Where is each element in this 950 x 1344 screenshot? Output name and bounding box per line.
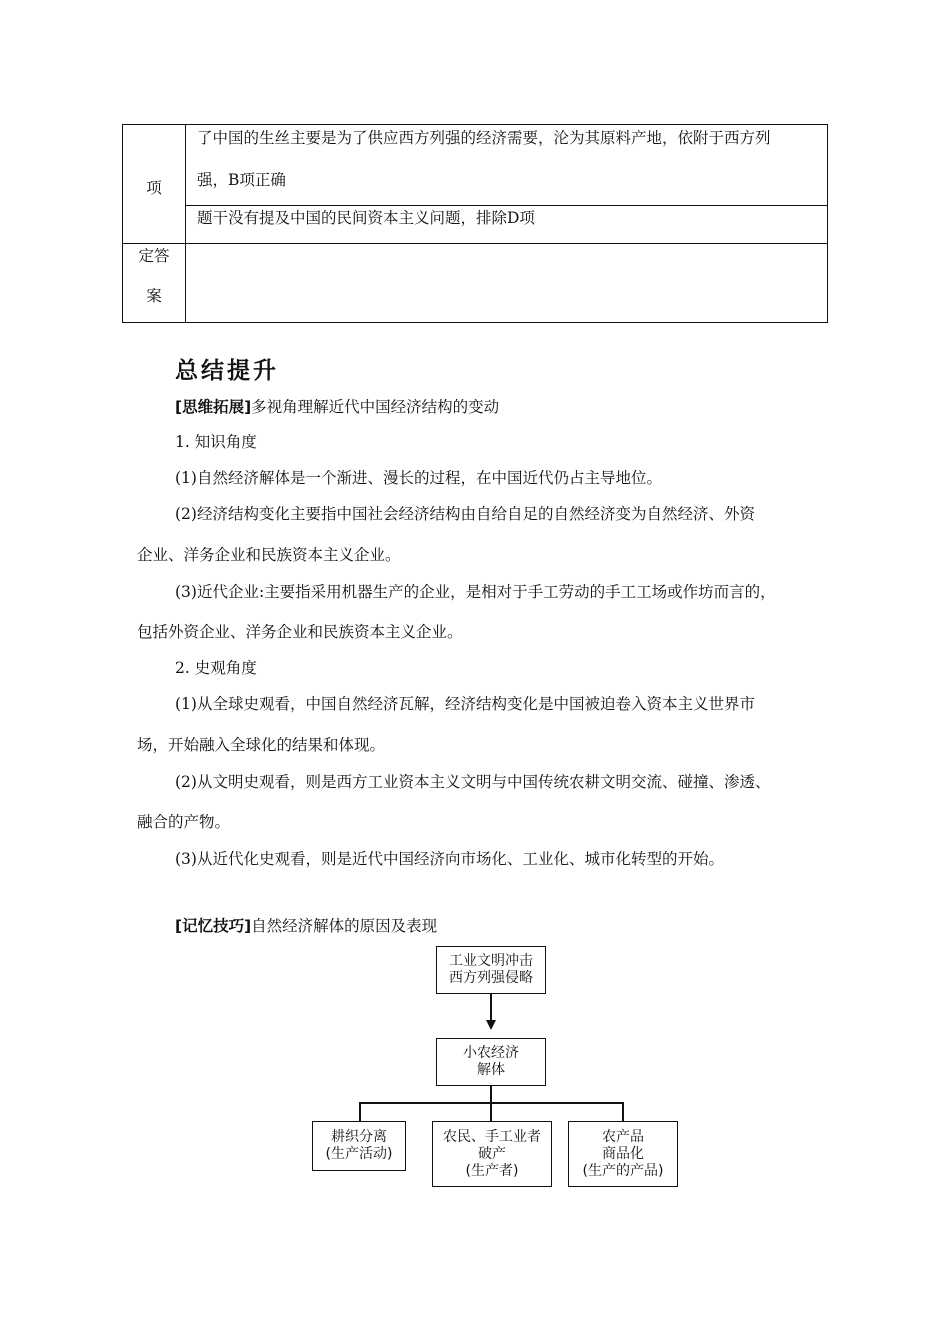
diagram-text: 农产品 <box>602 1128 644 1145</box>
diagram-text: (生产的产品) <box>582 1162 664 1179</box>
paragraph-line: (1)自然经济解体是一个渐进、漫长的过程，在中国近代仍占主导地位。 <box>175 469 662 487</box>
table-cell-line: 强，B项正确 <box>197 171 286 189</box>
paragraph-line: 场，开始融入全球化的结果和体现。 <box>137 736 386 754</box>
thinking-title: 多视角理解近代中国经济结构的变动 <box>251 398 500 416</box>
diagram-text: 耕织分离 <box>331 1129 387 1145</box>
paragraph-line: (1)从全球史观看，中国自然经济瓦解，经济结构变化是中国被迫卷入资本主义世界市 <box>175 695 755 713</box>
paragraph-line: 企业、洋务企业和民族资本主义企业。 <box>137 546 401 564</box>
paragraph-line: 融合的产物。 <box>137 813 231 831</box>
diagram-connector <box>490 1086 492 1103</box>
diagram-box-result <box>436 1038 546 1086</box>
diagram-connector <box>490 1102 492 1122</box>
table-cell-text: 题干没有提及中国的民间资本主义问题，排除D项 <box>197 209 535 227</box>
subsection-heading: 1. 知识角度 <box>175 433 257 451</box>
diagram-box-producers <box>432 1121 552 1187</box>
paragraph-line: (3)近代企业:主要指采用机器生产的企业，是相对于手工劳动的手工工场或作坊而言的， <box>175 583 776 601</box>
diagram-connector <box>622 1102 624 1122</box>
paragraph-line: (3)从近代化史观看，则是近代中国经济向市场化、工业化、城市化转型的开始。 <box>175 850 724 868</box>
diagram-text: 西方列强侵略 <box>449 970 533 986</box>
table-row-label: 项 <box>146 179 162 197</box>
diagram-arrow-line <box>490 994 492 1022</box>
arrow-down-icon <box>485 1020 497 1032</box>
diagram-text: 小农经济 <box>463 1045 519 1061</box>
diagram-text: (生产者) <box>465 1162 519 1179</box>
diagram-text: 农民、手工业者 <box>443 1128 541 1145</box>
diagram-box-products <box>568 1121 678 1187</box>
subsection-heading: 2. 史观角度 <box>175 659 257 677</box>
memory-tag: [记忆技巧] <box>175 917 252 935</box>
diagram-text: 破产 <box>478 1145 506 1162</box>
diagram-text: 工业文明冲击 <box>449 953 533 969</box>
table-cell-line: 了中国的生丝主要是为了供应西方列强的经济需要，沦为其原料产地，依附于西方列 <box>197 129 771 147</box>
diagram-text: 解体 <box>477 1062 505 1078</box>
section-heading: 总结提升 <box>175 358 279 384</box>
table-row-label: 案 <box>146 287 162 305</box>
diagram-box-production <box>312 1121 406 1171</box>
memory-title: 自然经济解体的原因及表现 <box>251 917 438 935</box>
paragraph-line: (2)从文明史观看，则是西方工业资本主义文明与中国传统农耕文明交流、碰撞、渗透、 <box>175 773 771 791</box>
diagram-text: (生产活动) <box>325 1146 393 1162</box>
table-row-label: 定答 <box>138 247 170 265</box>
thinking-tag: [思维拓展] <box>175 398 252 416</box>
paragraph-line: 包括外资企业、洋务企业和民族资本主义企业。 <box>137 623 463 641</box>
paragraph-line: (2)经济结构变化主要指中国社会经济结构由自给自足的自然经济变为自然经济、外资 <box>175 505 755 523</box>
diagram-text: 商品化 <box>602 1145 644 1162</box>
diagram-box-cause <box>436 946 546 994</box>
diagram-connector <box>359 1102 361 1122</box>
